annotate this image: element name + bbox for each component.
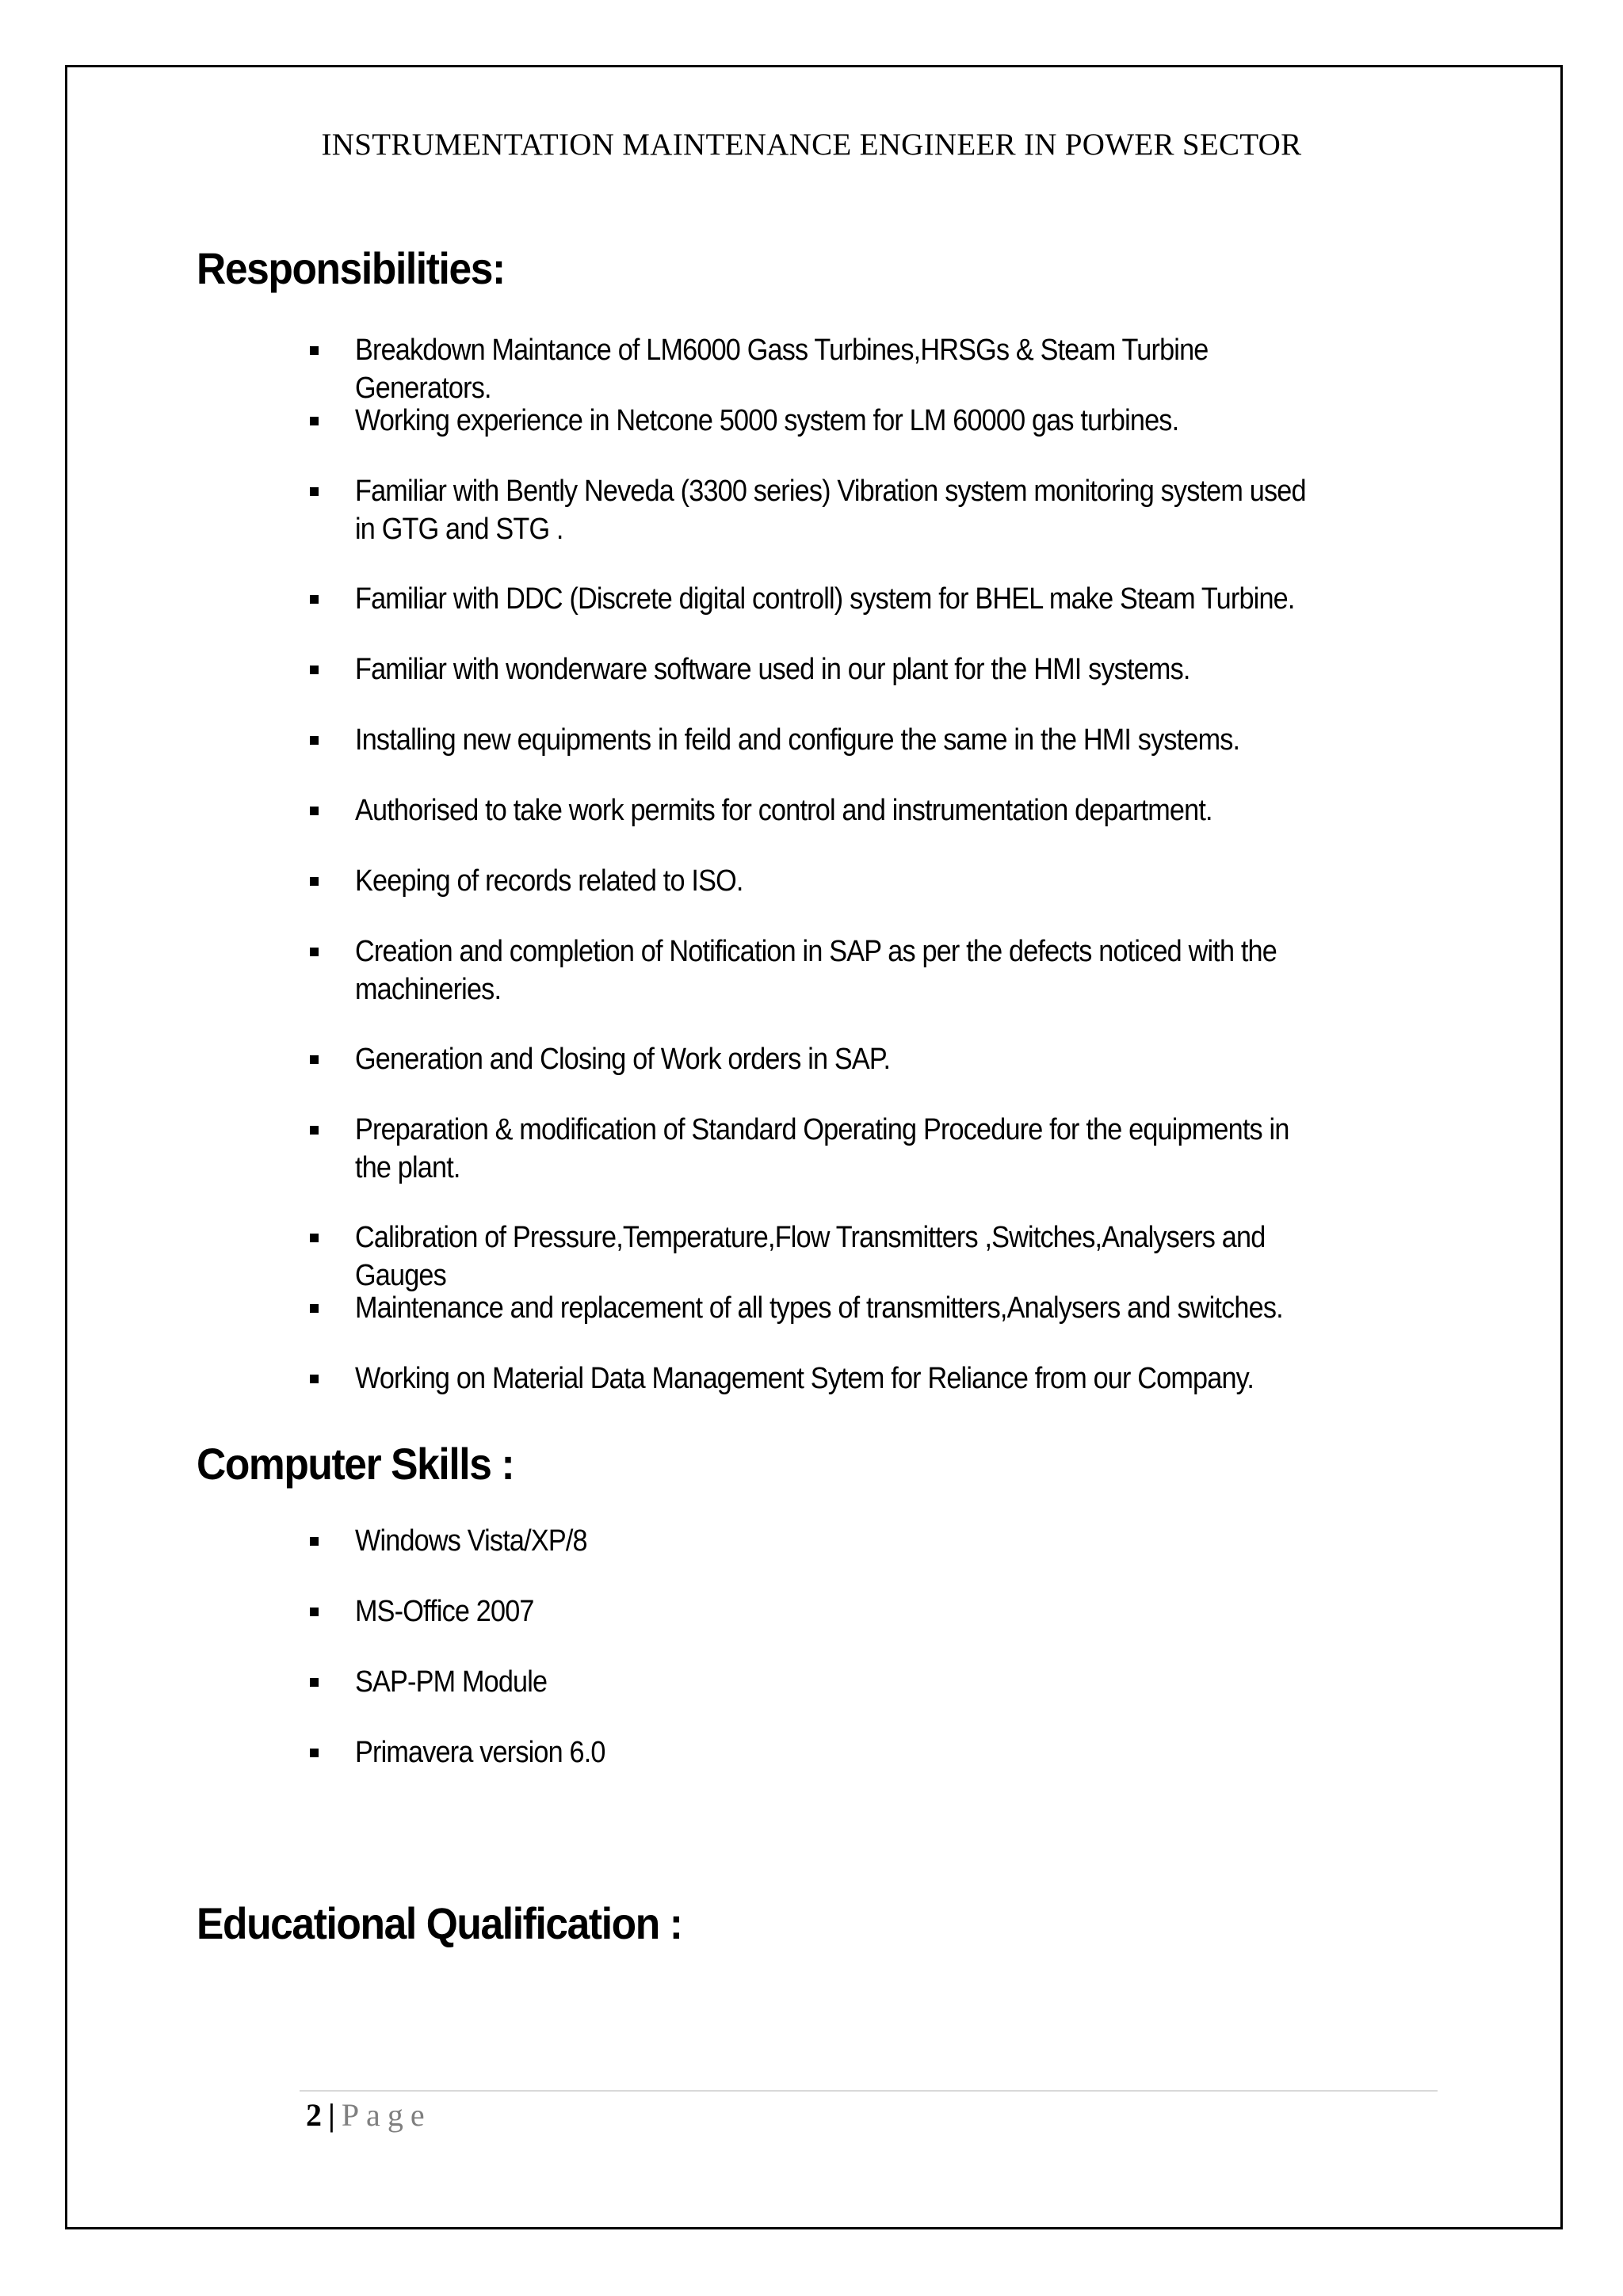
square-bullet-icon <box>310 346 319 355</box>
list-item-text: SAP-PM Module <box>355 1665 548 1699</box>
page-separator: | <box>328 2097 335 2133</box>
responsibilities-heading: Responsibilities: <box>197 243 505 293</box>
page-number: 2 <box>306 2097 322 2133</box>
square-bullet-icon <box>310 595 319 604</box>
list-item-text: Familiar with DDC (Discrete digital controll) system for BHEL make Steam Turbine. <box>355 582 1295 616</box>
list-item-text: Working on Material Data Management Sytem for Reliance from our Company. <box>355 1362 1254 1395</box>
square-bullet-icon <box>310 948 319 956</box>
educational-qualification-heading: Educational Qualification : <box>197 1898 682 1948</box>
square-bullet-icon <box>310 1126 319 1135</box>
list-item-text: Primavera version 6.0 <box>355 1736 605 1769</box>
footer-divider <box>300 2090 1438 2092</box>
computer-skills-heading: Computer Skills : <box>197 1439 514 1489</box>
list-item-text: Creation and completion of Notification in SAP as per the defects noticed with the machineries. <box>355 935 1277 1006</box>
square-bullet-icon <box>310 1375 319 1383</box>
list-item-text: Generation and Closing of Work orders in SAP. <box>355 1043 891 1076</box>
square-bullet-icon <box>310 1234 319 1242</box>
list-item-text: Familiar with Bently Neveda (3300 series) Vibration system monitoring system used in GTG and STG . <box>355 475 1306 546</box>
square-bullet-icon <box>310 807 319 815</box>
square-bullet-icon <box>310 877 319 886</box>
square-bullet-icon <box>310 1749 319 1757</box>
square-bullet-icon <box>310 736 319 745</box>
list-item-text: Maintenance and replacement of all types of transmitters,Analysers and switches. <box>355 1291 1283 1325</box>
list-item-text: Authorised to take work permits for control and instrumentation department. <box>355 794 1212 827</box>
list-item-text: Windows Vista/XP/8 <box>355 1524 587 1558</box>
list-item-text: Breakdown Maintance of LM6000 Gass Turbines,HRSGs & Steam Turbine Generators. <box>355 334 1209 405</box>
list-item-text: Working experience in Netcone 5000 system for LM 60000 gas turbines. <box>355 404 1179 437</box>
page-label: Page <box>341 2097 432 2133</box>
list-item-text: Installing new equipments in feild and configure the same in the HMI systems. <box>355 723 1240 757</box>
square-bullet-icon <box>310 1608 319 1616</box>
square-bullet-icon <box>310 417 319 425</box>
list-item-text: Preparation & modification of Standard Operating Procedure for the equipments in the plant. <box>355 1113 1289 1184</box>
square-bullet-icon <box>310 1055 319 1064</box>
running-header: INSTRUMENTATION MAINTENANCE ENGINEER IN POWER SECTOR <box>321 128 1302 162</box>
list-item-text: Keeping of records related to ISO. <box>355 864 743 898</box>
square-bullet-icon <box>310 1678 319 1687</box>
square-bullet-icon <box>310 1537 319 1546</box>
list-item-text: Calibration of Pressure,Temperature,Flow Transmitters ,Switches,Analysers and Gauges <box>355 1221 1266 1292</box>
list-item-text: MS-Office 2007 <box>355 1595 534 1628</box>
square-bullet-icon <box>310 487 319 496</box>
square-bullet-icon <box>310 666 319 674</box>
list-item-text: Familiar with wonderware software used in our plant for the HMI systems. <box>355 653 1190 686</box>
square-bullet-icon <box>310 1304 319 1313</box>
page-footer <box>306 2096 432 2134</box>
